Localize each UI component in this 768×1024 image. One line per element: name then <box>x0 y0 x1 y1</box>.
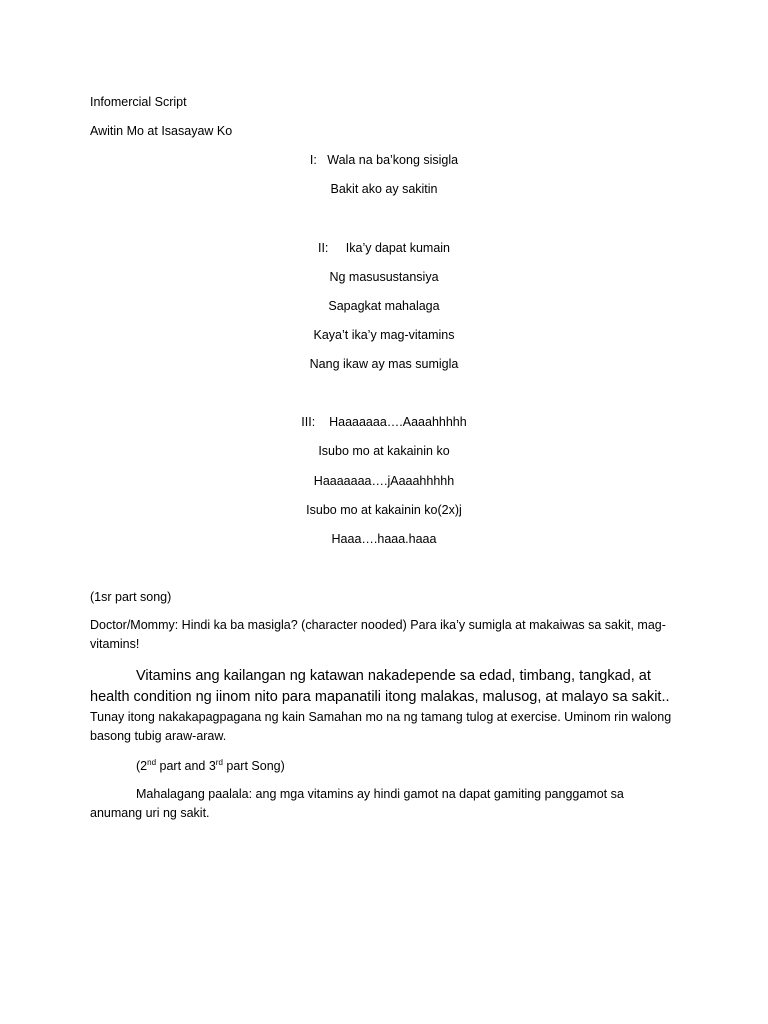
document-title: Infomercial Script <box>90 95 187 109</box>
vitamins-lead-text: Vitamins ang kailangan ng katawan nakadepende sa edad, timbang, tangkad, at health condition ng iinom nito para mapanatili itong malakas, malusog, at malayo sa sakit.. <box>90 668 670 705</box>
doctor-paragraph: Doctor/Mommy: Hindi ka ba masigla? (character nooded) Para ika’y sumigla at makaiwas sa sakit, mag-vitamins! <box>90 618 666 651</box>
stanza-1-numeral: I: <box>309 153 317 167</box>
vitamins-rest-text: Tunay itong nakakapagpagana ng kain Samahan mo na ng tamang tulog at exercise. Uminom rin walong basong tubig araw-araw. <box>90 710 672 743</box>
stanza-3-line-5: Haaa….haaa.haaa <box>331 532 437 546</box>
stanza-2-numeral: II: <box>317 241 329 255</box>
stanza-1-line-2: Bakit ako ay sakitin <box>330 182 438 196</box>
part-note-1: (1sr part song) <box>90 590 172 604</box>
reminder-paragraph: Mahalagang paalala: ang mga vitamins ay hindi gamot na dapat gamiting panggamot sa anumang uri ng sakit. <box>90 787 624 820</box>
stanza-3-line-3: Haaaaaaa….jAaaahhhhh <box>313 474 455 488</box>
stanza-2-line-1: II: Ika’y dapat kumain <box>317 241 451 255</box>
stanza-2-line-4: Kaya’t ika’y mag-vitamins <box>313 328 455 342</box>
stanza-3-line-2: Isubo mo at kakainin ko <box>318 444 450 458</box>
stanza-2-line-5: Nang ikaw ay mas sumigla <box>309 357 459 371</box>
vitamins-paragraph <box>90 666 678 746</box>
part-note-2: (2nd part and 3rd part Song) <box>136 757 285 773</box>
stanza-3-line-1: III: Haaaaaaa….Aaaahhhhh <box>301 415 467 429</box>
stanza-2-line-3: Sapagkat mahalaga <box>328 299 440 313</box>
stanza-3-numeral: III: <box>301 415 316 429</box>
stanza-3-line-4: Isubo mo at kakainin ko(2x)j <box>306 503 462 517</box>
song-title: Awitin Mo at Isasayaw Ko <box>90 124 233 138</box>
stanza-1-line-1: I: Wala na ba’kong sisigla <box>309 153 459 167</box>
stanza-2-line-2: Ng masusustansiya <box>329 270 439 284</box>
